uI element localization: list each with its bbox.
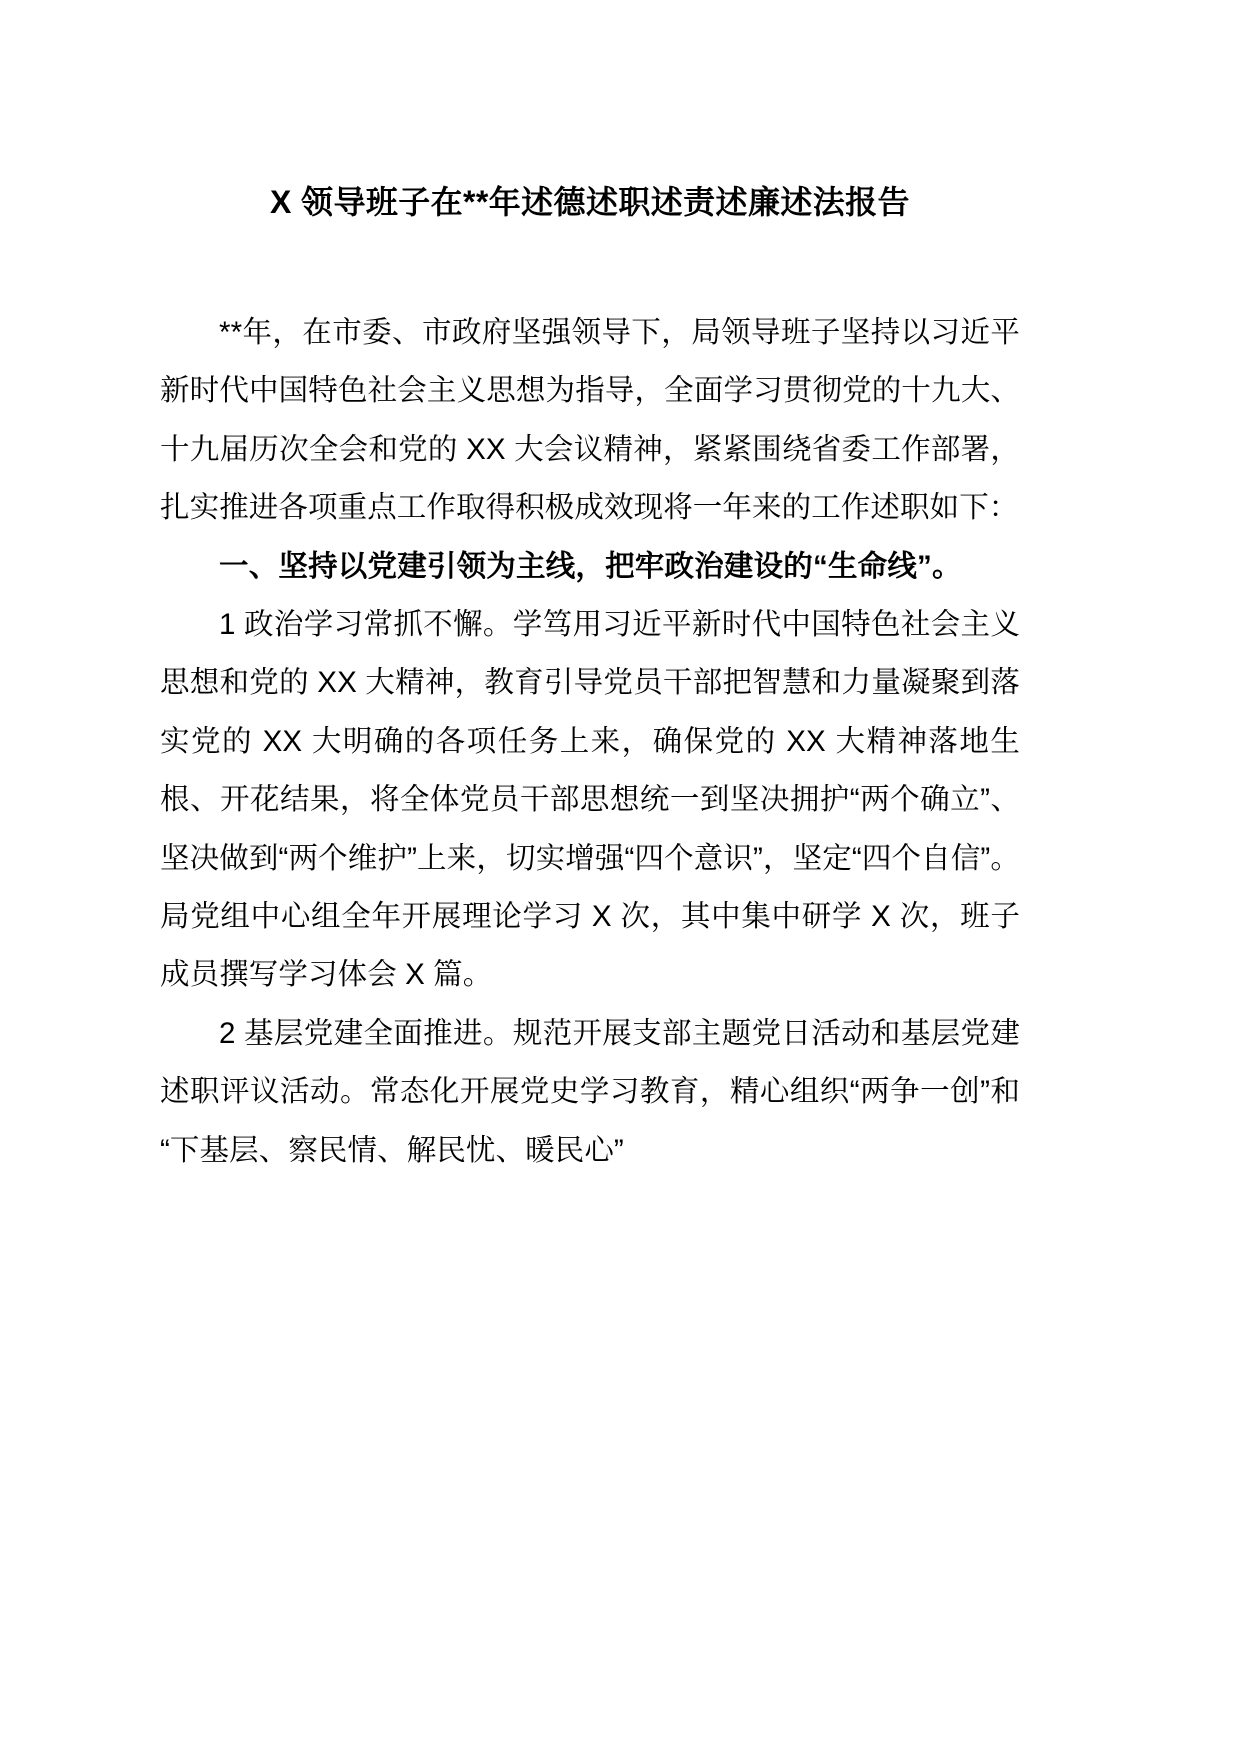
paragraph-item-two: 2 基层党建全面推进。规范开展支部主题党日活动和基层党建述职评议活动。常态化开展党史学习教育，精心组织“两争一创”和“下基层、察民情、解民忧、暖民心” [160,1016,1020,1167]
document-title: X 领导班子在**年述德述职述责述廉述法报告 [270,184,910,220]
paragraph-item-one: 1 政治学习常抓不懈。学笃用习近平新时代中国特色社会主义思想和党的 XX 大精神，教育引导党员干部把智慧和力量凝聚到落实党的 XX 大明确的各项任务上来，确保党的 XX 大精神落地生根、开花结果，将全体党员干部思想统一到坚决拥护“两个确立”、坚决做到“两个维护”上来，切实增强“四个意识”，坚定“四个自信”。局党组中心组全年开展理论学习 X 次，其中集中研学 X 次，班子成员撰写学习体会 X 篇。 [160,608,1020,992]
title-spacer [160,226,1020,304]
document-body [160,0,1020,1180]
section-heading-one: 一、坚持以党建引领为主线，把牢政治建设的“生命线”。 [219,549,962,583]
paragraph-intro: **年，在市委、市政府坚强领导下，局领导班子坚持以习近平新时代中国特色社会主义思想为指导，全面学习贯彻党的十九大、十九届历次全会和党的 XX 大会议精神，紧紧围绕省委工作部署，扎实推进各项重点工作取得积极成效现将一年来的工作述职如下： [160,316,1020,525]
